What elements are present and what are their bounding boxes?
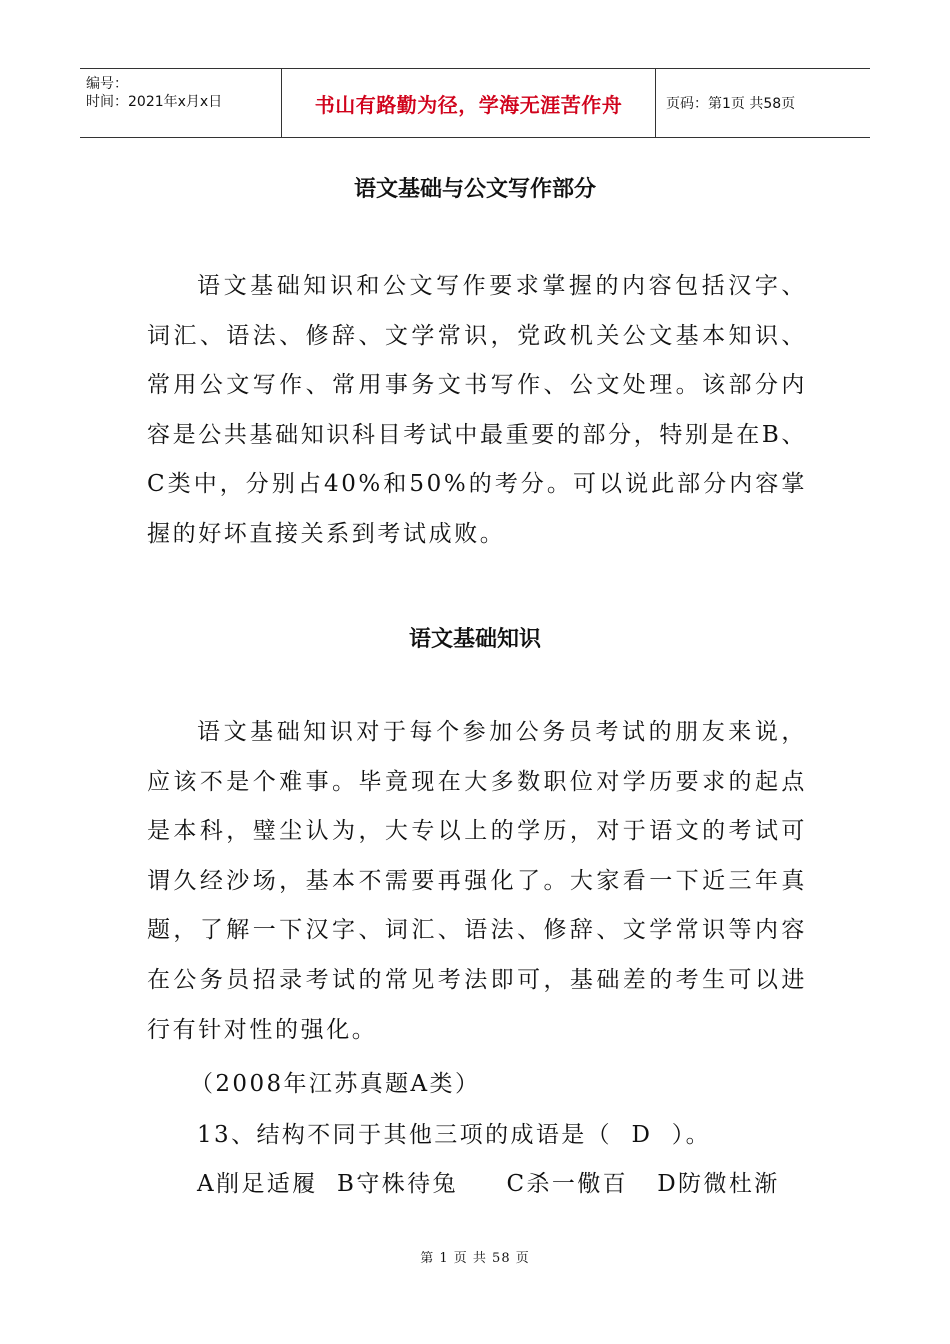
page-header xyxy=(80,68,870,138)
answer-options: A削足适履 B守株待兔 C杀一儆百 D防微杜渐 xyxy=(197,1171,780,1197)
header-motto-cell xyxy=(282,69,656,137)
body-paragraph xyxy=(147,708,807,1055)
body-paragraph-text: 语文基础知识对于每个参加公务员考试的朋友来说，应该不是个难事。毕竟现在大多数职位对学历要求的起点是本科，璧尘认为，大专以上的学历，对于语文的考试可谓久经沙场，基本不需要再强化了。大家看一下近三年真题，了解一下汉字、词汇、语法、修辞、文学常识等内容在公务员招录考试的常见考法即可，基础差的考生可以进行有针对性的强化。 xyxy=(147,719,807,1043)
section-title: 语文基础知识 xyxy=(408,627,541,652)
intro-paragraph-text: 语文基础知识和公文写作要求掌握的内容包括汉字、词汇、语法、修辞、文学常识，党政机关公文基本知识、常用公文写作、常用事务文书写作、公文处理。该部分内容是公共基础知识科目考试中最重要的部分，特别是在B、C类中，分别占40%和50%的考分。可以说此部分内容掌握的好坏直接关系到考试成败。 xyxy=(147,273,807,547)
header-motto: 书山有路勤为径，学海无涯苦作舟 xyxy=(314,92,623,117)
page-footer: 第 1 页 共 58 页 xyxy=(420,1251,530,1266)
exam-source: （2008年江苏真题A类） xyxy=(190,1071,481,1097)
date-label: 时间：2021年x月x日 xyxy=(86,94,223,110)
intro-paragraph xyxy=(147,262,807,560)
question-text: 13、结构不同于其他三项的成语是（ D ）。 xyxy=(197,1122,712,1148)
header-page-info: 页码：第1页 共58页 xyxy=(666,96,796,112)
main-title: 语文基础与公文写作部分 xyxy=(353,177,596,202)
number-label: 编号： xyxy=(86,76,128,92)
header-meta xyxy=(80,69,282,137)
